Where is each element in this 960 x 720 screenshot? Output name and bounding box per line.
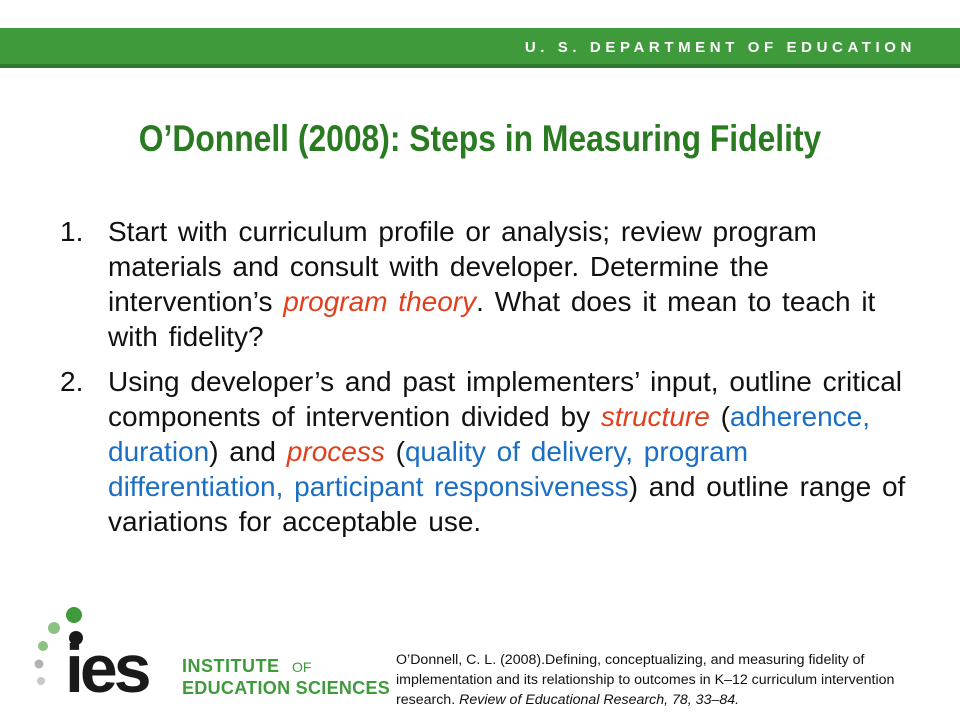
slide-title: O’Donnell (2008): Steps in Measuring Fidelity — [138, 118, 822, 159]
paren: ( — [709, 401, 730, 432]
citation-journal: Review of Educational Research, 78, 33–84. — [459, 692, 740, 708]
process-term: process — [286, 436, 385, 467]
step-number: 2. — [60, 366, 84, 397]
structure-term: structure — [600, 401, 710, 432]
step-text — [108, 214, 910, 354]
steps-list — [60, 214, 910, 549]
step-text — [108, 364, 910, 539]
citation — [396, 650, 946, 710]
header-band-shadow — [0, 64, 960, 68]
department-label: U. S. DEPARTMENT OF EDUCATION — [524, 39, 916, 56]
paren: ( — [384, 436, 405, 467]
process-detail: quality of delivery, program differentiation, participant responsiveness — [108, 436, 749, 502]
program-theory-term: program theory — [283, 286, 477, 317]
ies-letters: ies — [65, 631, 148, 706]
step-text-part: Start with curriculum profile or analysis; review program materials and consult with developer. Determine the intervention’s — [108, 216, 817, 317]
step-text-part: Using developer’s and past implementers’ input, outline critical components of intervention divided by — [108, 366, 902, 432]
svg-text:OF: OF — [292, 659, 312, 675]
citation-text: O’Donnell, C. L. (2008).Defining, conceptualizing, and measuring fidelity of implementation and its relationship to outcomes in K–12 curriculum intervention research. — [396, 652, 895, 708]
step-text-part: ) and outline range of variations for acceptable use. — [108, 471, 906, 537]
svg-text:INSTITUTE: INSTITUTE — [182, 656, 280, 676]
structure-detail: adherence, duration — [108, 401, 871, 467]
step-number: 1. — [60, 216, 84, 247]
step-text-part: . What does it mean to teach it with fidelity? — [108, 286, 876, 352]
step-item — [60, 214, 910, 354]
ies-logo — [30, 606, 390, 706]
svg-text:EDUCATION SCIENCES: EDUCATION SCIENCES — [182, 678, 390, 698]
step-item — [60, 364, 910, 539]
paren: ) and — [209, 436, 287, 467]
